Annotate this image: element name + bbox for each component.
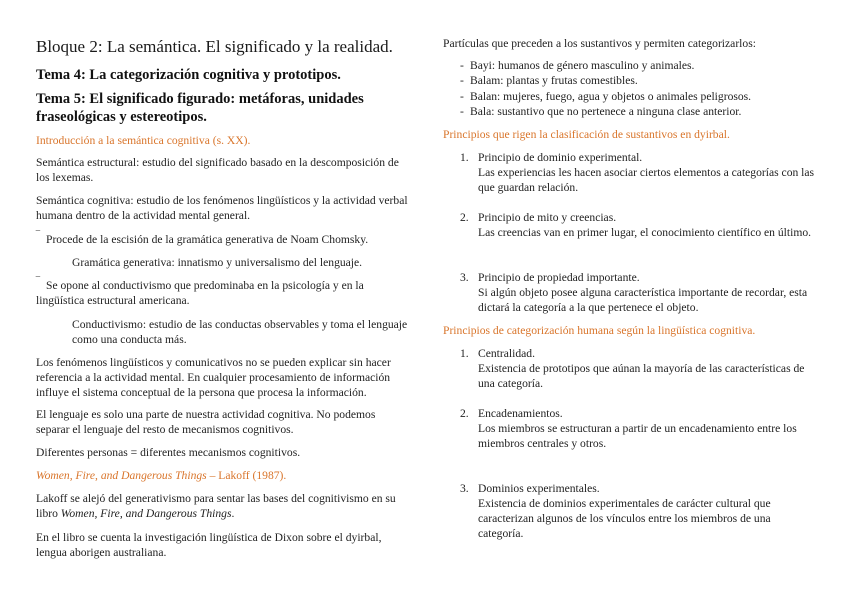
dash-mark: ‾ <box>36 276 40 289</box>
intro-heading: Introducción a la semántica cognitiva (s. XX). <box>36 134 251 147</box>
categoria-3-title: Dominios experimentales. <box>478 482 600 495</box>
principio-2 <box>478 210 818 240</box>
principio-1-number: 1. <box>460 151 469 164</box>
paragraph-lenguaje: El lenguaje es solo una parte de nuestra actividad cognitiva. No podemos separar el lenguaje del resto de mecanismos cognitivos. <box>36 408 376 436</box>
indent-gramatica: Gramática generativa: innatismo y universalismo del lenguaje. <box>72 256 363 269</box>
dash-item-2-text: Se opone al conductivismo que predominaba en la psicología y en la lingüística estructural americana. <box>36 279 364 307</box>
list-item <box>443 73 821 88</box>
paragraph-fenomenos: Los fenómenos lingüísticos y comunicativos no se pueden explicar sin hacer referencia a la actividad mental. En cualquier procesamiento de información influye el sistema conceptual de la persona que procesa la información. <box>36 356 391 399</box>
tema-5-heading: Tema 5: El significado figurado: metáforas, unidades fraseológicas y estereotipos. <box>36 91 364 125</box>
list-item-text: Balam: plantas y frutas comestibles. <box>470 74 638 88</box>
categoria-2-desc: Los miembros se estructuran a partir de un encadenamiento entre los miembros centrales y otros. <box>478 422 797 450</box>
categoria-1-title: Centralidad. <box>478 347 535 360</box>
categoria-2-title: Encadenamientos. <box>478 407 563 420</box>
list-item <box>443 58 821 73</box>
paragraph-lakoff <box>36 491 408 521</box>
principio-2-number: 2. <box>460 211 469 224</box>
list-item-text: Balan: mujeres, fuego, agua y objetos o animales peligrosos. <box>470 89 752 103</box>
principio-1-desc: Las experiencias les hacen asociar ciertos elementos a categorías con las que guardan relación. <box>478 166 815 194</box>
categoria-3-number: 3. <box>460 482 469 495</box>
indent-conductivismo: Conductivismo: estudio de las conductas observables y toma el lenguaje como una conducta más. <box>72 318 408 346</box>
categoria-2 <box>478 406 818 451</box>
categoria-3-desc: Existencia de dominios experimentales de carácter cultural que caracterizan algunos de los vínculos entre los miembros de una categoría. <box>478 497 771 540</box>
book-reference <box>36 468 408 483</box>
principio-2-title: Principio de mito y creencias. <box>478 211 617 224</box>
categoria-3 <box>478 481 818 541</box>
categoria-1-desc: Existencia de prototipos que aúnan la mayoría de las características de una categoría. <box>478 362 805 390</box>
paragraph-cognitiva: Semántica cognitiva: estudio de los fenómenos lingüísticos y la actividad verbal humana dentro de la actividad mental general. <box>36 194 408 222</box>
particulas-intro: Partículas que preceden a los sustantivos y permiten categorizarlos: <box>443 37 756 50</box>
bullet-mark: - <box>460 104 464 118</box>
dash-item-2 <box>36 278 408 308</box>
principio-1-title: Principio de dominio experimental. <box>478 151 643 164</box>
list-item <box>443 89 821 104</box>
paragraph-diferentes: Diferentes personas = diferentes mecanismos cognitivos. <box>36 446 301 459</box>
categoria-1-number: 1. <box>460 347 469 360</box>
lakoff-text-end: . <box>231 507 235 520</box>
paragraph-estructural: Semántica estructural: estudio del significado basado en la descomposición de los lexemas. <box>36 156 399 184</box>
principio-1 <box>478 150 818 195</box>
tema-4-heading: Tema 4: La categorización cognitiva y prototipos. <box>36 67 341 83</box>
bullet-mark: - <box>460 89 464 103</box>
paragraph-dixon: En el libro se cuenta la investigación lingüística de Dixon sobre el dyirbal, lengua aborigen australiana. <box>36 531 382 559</box>
book-title: Women, Fire, and Dangerous Things <box>36 469 207 482</box>
lakoff-text: Lakoff se alejó del generativismo para sentar las bases del cognitivismo en su libro <box>36 492 396 520</box>
principio-3-number: 3. <box>460 271 469 284</box>
lakoff-book-title: Women, Fire, and Dangerous Things <box>60 507 232 520</box>
dash-item-1 <box>36 232 408 247</box>
list-item <box>443 104 821 119</box>
bullet-mark: - <box>460 59 464 72</box>
categoria-2-number: 2. <box>460 407 469 420</box>
book-author: – Lakoff (1987). <box>206 469 287 482</box>
principio-3-title: Principio de propiedad importante. <box>478 271 640 284</box>
list-item-text: Bala: sustantivo que no pertenece a ninguna clase anterior. <box>470 104 742 118</box>
principio-3 <box>478 270 818 315</box>
dash-item-1-text: Procede de la escisión de la gramática generativa de Noam Chomsky. <box>46 233 369 246</box>
list-item-text: Bayi: humanos de género masculino y animales. <box>470 59 695 72</box>
dash-mark: ‾ <box>36 230 40 243</box>
particle-list <box>443 58 821 119</box>
principio-3-desc: Si algún objeto posee alguna característica importante de recordar, esta dictará la categoría a la que pertenece el objeto. <box>478 286 808 314</box>
block-title: Bloque 2: La semántica. El significado y la realidad. <box>36 37 393 56</box>
bullet-mark: - <box>460 74 464 88</box>
principio-2-desc: Las creencias van en primer lugar, el conocimiento científico en último. <box>478 226 812 239</box>
categorizacion-heading: Principios de categorización humana según la lingüística cognitiva. <box>443 324 756 337</box>
principios-heading: Principios que rigen la clasificación de sustantivos en dyirbal. <box>443 128 730 141</box>
categoria-1 <box>478 346 818 391</box>
